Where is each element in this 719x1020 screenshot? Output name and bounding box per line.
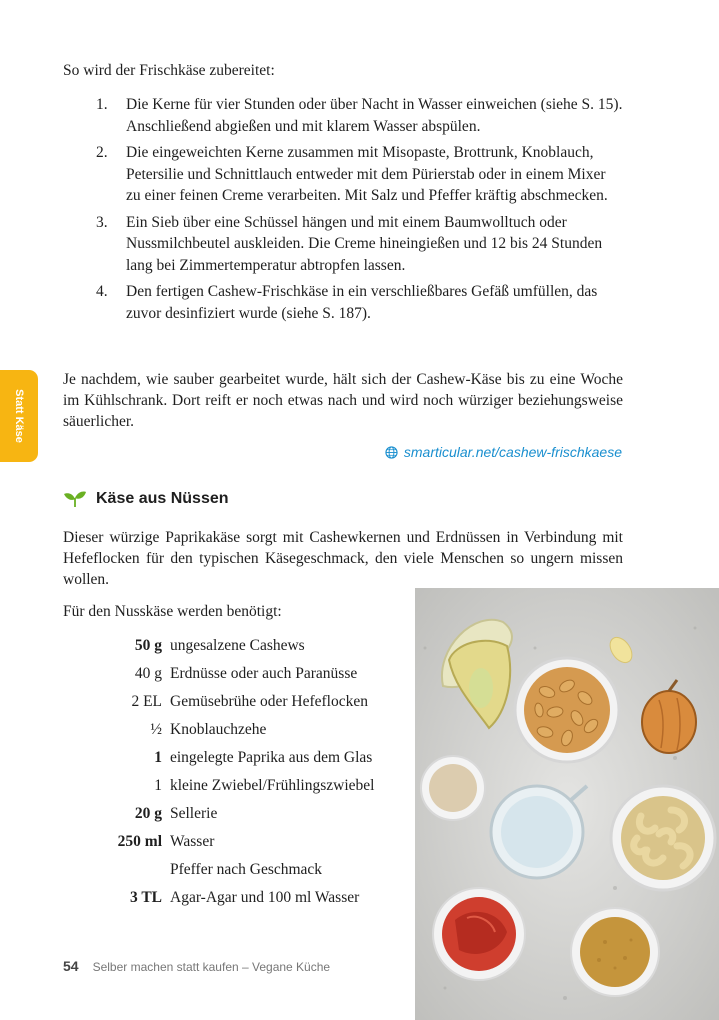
- ingredient-qty: [63, 860, 162, 880]
- ingredient-row: [63, 720, 408, 740]
- step-number: 3.: [96, 213, 108, 231]
- section-heading-text: Käse aus Nüssen: [96, 490, 229, 507]
- running-title: Selber machen statt kaufen – Vegane Küche: [92, 960, 331, 974]
- ingredient-qty: 40 g: [134, 665, 162, 682]
- paprika-bowl: [433, 888, 525, 980]
- spice-bowl: [571, 908, 659, 996]
- ingredient-name: Gemüsebrühe oder Hefeflocken: [170, 693, 368, 710]
- section-intro: Dieser würzige Paprikakäse sorgt mit Cashewkernen und Erdnüssen in Verbindung mit Hefeflocken für den typischen Käsegeschmack, den viele Menschen so ungern missen wollen.: [63, 529, 623, 588]
- chapter-tab-label: Statt Käse: [13, 389, 25, 443]
- sprout-icon: [63, 490, 87, 508]
- chapter-tab: [0, 370, 38, 462]
- page-number: 54: [63, 958, 79, 974]
- step-number: 4.: [96, 283, 108, 300]
- ingredient-row: [63, 692, 408, 712]
- ingredients-photo: [415, 588, 719, 1020]
- step-item: [63, 281, 623, 324]
- ingredient-name: Knoblauchzehe: [170, 721, 267, 738]
- ingredient-name: Pfeffer nach Geschmack: [170, 861, 323, 878]
- ingredient-name: Sellerie: [170, 805, 218, 822]
- cashew-bowl: [611, 786, 715, 890]
- step-number: 2.: [96, 144, 108, 161]
- step-text: Die Kerne für vier Stunden oder über Nacht in Wasser einweichen (siehe S. 15). Anschließend abgießen und mit klarem Wasser abspülen.: [126, 96, 623, 135]
- step-item: [63, 142, 623, 207]
- ingredient-row: [63, 636, 408, 656]
- ingredient-row: [63, 776, 408, 796]
- ingredients-list: [63, 636, 408, 916]
- ingredient-qty: 50 g: [134, 637, 162, 654]
- ingredient-row: [63, 888, 408, 908]
- ingredient-name: kleine Zwiebel/Frühlingszwiebel: [170, 777, 375, 794]
- ingredient-row: [63, 664, 408, 684]
- step-text: Ein Sieb über eine Schüssel hängen und mit einem Baumwolltuch oder Nussmilchbeutel auskleiden. Die Creme hineingießen und 12 bis 24 Stunden lang bei Zimmertemperatur abtropfen lassen.: [126, 213, 603, 274]
- storage-paragraph: Je nachdem, wie sauber gearbeitet wurde, hält sich der Cashew-Käse bis zu eine Woche im Kühlschrank. Dort reift er noch etwas nach und wird noch würziger beziehungsweise säuerlicher.: [63, 371, 623, 430]
- steps-intro: So wird der Frischkäse zubereitet:: [63, 62, 275, 79]
- preparation-steps: [63, 94, 623, 329]
- page-footer: [63, 958, 330, 974]
- ingredient-qty: 20 g: [134, 805, 162, 822]
- ingredient-name: Wasser: [170, 833, 215, 850]
- ingredient-qty: 2 EL: [131, 693, 162, 710]
- web-link[interactable]: [385, 444, 622, 460]
- globe-icon: [385, 446, 398, 459]
- step-text: Die eingeweichten Kerne zusammen mit Misopaste, Brottrunk, Knoblauch, Petersilie und Schnittlauch entweder mit dem Pürierstab oder in einem Mixer zu einer feinen Creme verarbeiten. Mit Salz und Pfeffer kräftig abschmecken.: [126, 144, 608, 204]
- ingredient-name: ungesalzene Cashews: [170, 637, 305, 654]
- step-item: [63, 212, 623, 277]
- ingredients-intro: Für den Nusskäse werden benötigt:: [63, 603, 282, 620]
- ingredient-qty: 1: [154, 777, 162, 794]
- step-item: [63, 94, 623, 137]
- ingredient-row: [63, 804, 408, 824]
- section-heading: [63, 490, 229, 508]
- step-text: Den fertigen Cashew-Frischkäse in ein verschließbares Gefäß umfüllen, das zuvor desinfiziert wurde (siehe S. 187).: [126, 283, 598, 322]
- ingredient-qty: ½: [150, 721, 162, 738]
- ingredient-qty: 1: [154, 749, 162, 766]
- ingredient-name: eingelegte Paprika aus dem Glas: [170, 749, 373, 766]
- ingredient-row: [63, 748, 408, 768]
- ingredient-name: Agar-Agar und 100 ml Wasser: [170, 889, 360, 906]
- ingredient-name: Erdnüsse oder auch Paranüsse: [170, 665, 358, 682]
- ingredient-qty: 250 ml: [117, 833, 162, 850]
- ingredient-row: [63, 860, 408, 880]
- yeast-bowl: [421, 756, 485, 820]
- ingredient-row: [63, 832, 408, 852]
- step-number: 1.: [96, 96, 108, 113]
- peanut-bowl: [515, 658, 619, 762]
- ingredient-qty: 3 TL: [129, 889, 162, 906]
- web-link-text[interactable]: smarticular.net/cashew-frischkaese: [403, 444, 622, 460]
